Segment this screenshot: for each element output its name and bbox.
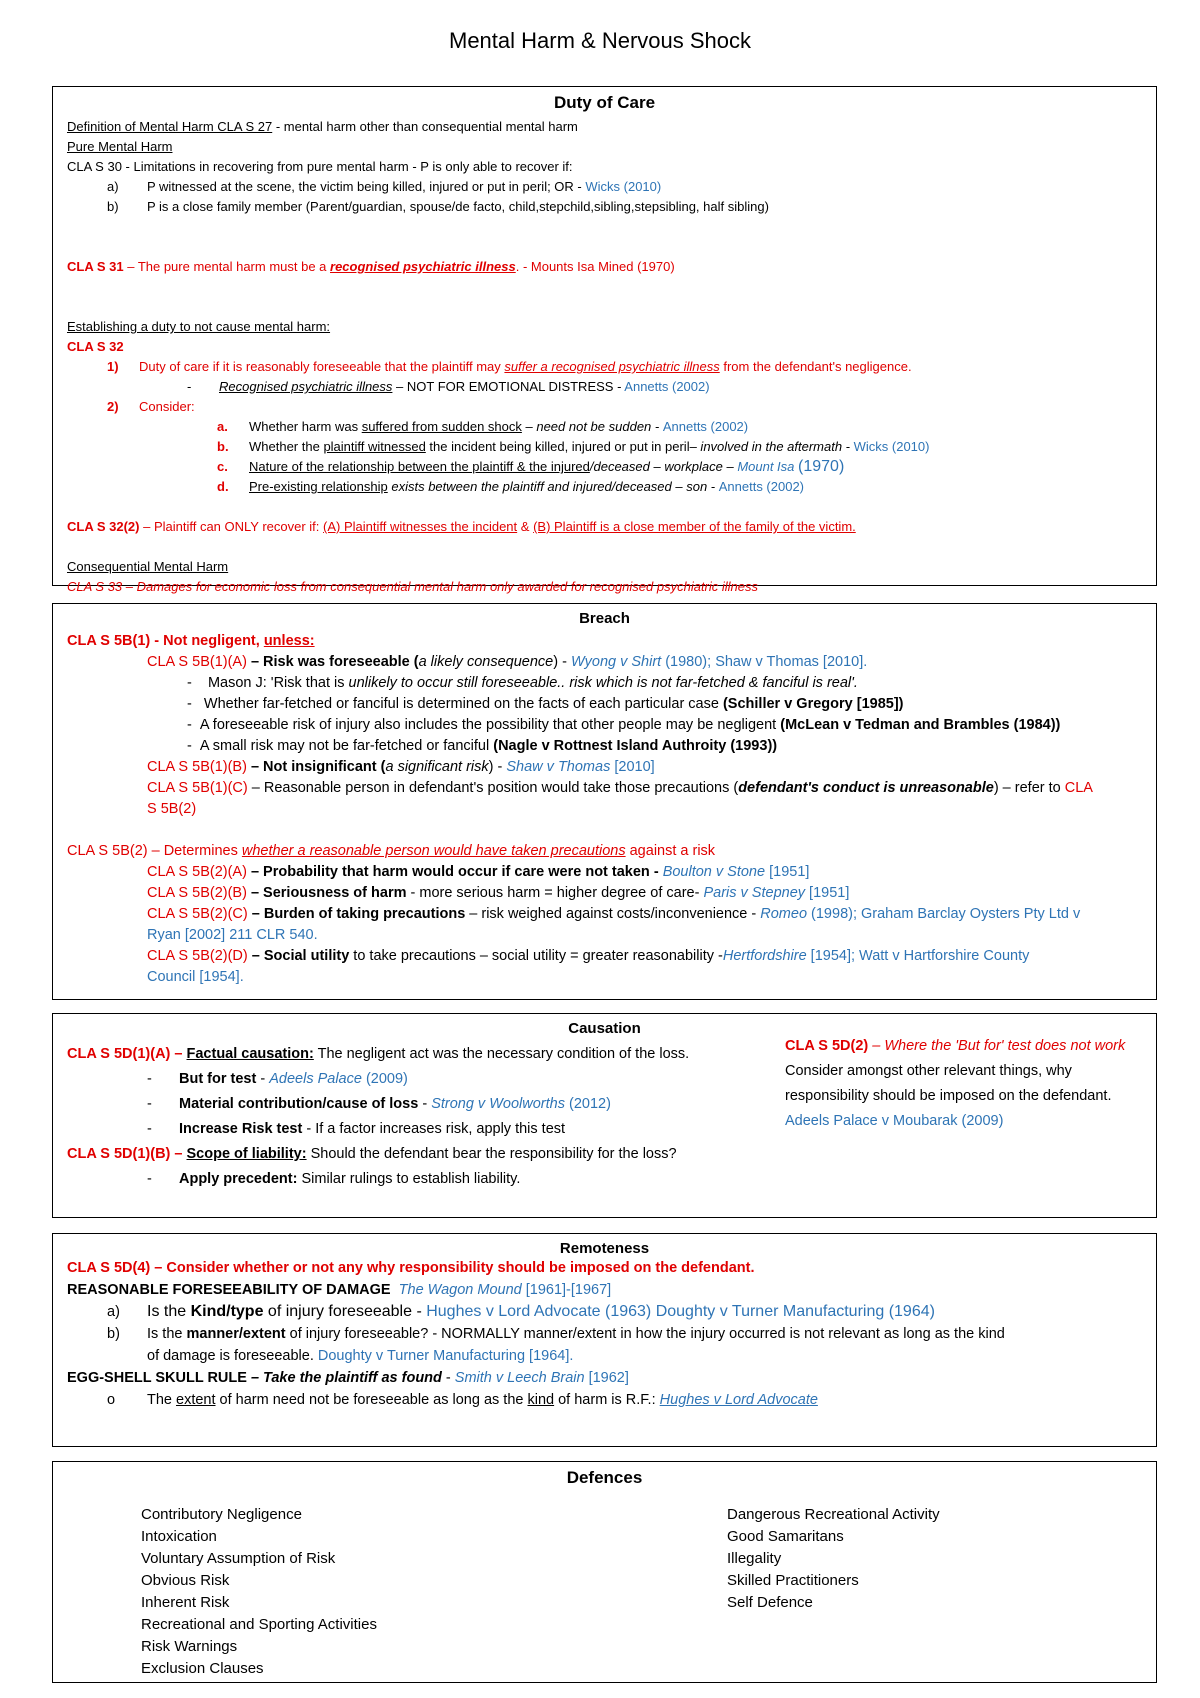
list-item: a) P witnessed at the scene, the victim being killed, injured or put in peril; OR - Wicks (2010) xyxy=(107,179,662,194)
list-item: Exclusion Clauses xyxy=(141,1660,264,1677)
list-item: - A foreseeable risk of injury also includes the possibility that other people may be negligent (McLean v Tedman and Brambles (1984)) xyxy=(187,717,1061,733)
list-item: - Increase Risk test - If a factor increases risk, apply this test xyxy=(147,1121,566,1137)
breach-section xyxy=(52,603,1157,1000)
list-item: o The extent of harm need not be foreseeable as long as the kind of harm is R.F.: Hughes v Lord Advocate xyxy=(107,1392,818,1408)
list-item: Good Samaritans xyxy=(727,1528,844,1545)
list-item: CLA S 5B(2)(C) – Burden of taking precautions – risk weighed against costs/inconvenience - Romeo (1998); Graham Barclay Oysters Pty Ltd v xyxy=(147,906,1081,922)
section-title: Causation xyxy=(568,1020,641,1037)
list-item: b) Is the manner/extent of injury foreseeable? - NORMALLY manner/extent in how the injury occurred is not relevant as long as the kind xyxy=(107,1326,1005,1342)
s5d4-line: CLA S 5D(4) – Consider whether or not any why responsibility should be imposed on the defendant. xyxy=(67,1260,755,1276)
list-item: CLA S 5B(2)(A) – Probability that harm would occur if care were not taken - Boulton v Stone [1951] xyxy=(147,864,810,880)
section-title: Breach xyxy=(579,610,630,627)
list-item: - Mason J: 'Risk that is unlikely to occur still foreseeable.. risk which is not far-fetched & fanciful is real'. xyxy=(187,675,858,691)
definition-line: Definition of Mental Harm CLA S 27 - mental harm other than consequential mental harm xyxy=(67,119,578,134)
list-item: b. Whether the plaintiff witnessed the incident being killed, injured or put in peril– involved in the aftermath - Wicks (2010) xyxy=(217,439,930,454)
list-item: CLA S 5B(2)(D) – Social utility to take precautions – social utility = greater reasonability -Hertfordshire [1954]; Watt v Hartforshire County xyxy=(147,948,1030,964)
duty-of-care-section xyxy=(52,86,1157,594)
list-item: Risk Warnings xyxy=(141,1638,238,1655)
pure-mental-harm-heading: Pure Mental Harm xyxy=(67,139,173,154)
section-title: Duty of Care xyxy=(553,93,656,112)
list-item: - A small risk may not be far-fetched or fanciful (Nagle v Rottnest Island Authroity (1993)) xyxy=(187,738,778,754)
list-item: CLA S 5B(2)(B) – Seriousness of harm - more serious harm = higher degree of care- Paris v Stepney [1951] xyxy=(147,885,850,901)
s5d2-line: CLA S 5D(2) – Where the 'But for' test does not work xyxy=(785,1038,1126,1054)
list-item: CLA S 5B(1)(A) – Risk was foreseeable (a likely consequence) - Wyong v Shirt (1980); Shaw v Thomas [2010]. xyxy=(147,654,868,670)
list-item: - Apply precedent: Similar rulings to establish liability. xyxy=(147,1171,521,1187)
s30-line: CLA S 30 - Limitations in recovering from pure mental harm - P is only able to recover if: xyxy=(67,159,573,174)
rf-line: REASONABLE FORESEEABILITY OF DAMAGE The Wagon Mound [1961]-[1967] xyxy=(67,1282,612,1298)
remoteness-section xyxy=(52,1233,1157,1447)
list-item: CLA S 5B(1)(B) – Not insignificant (a significant risk) - Shaw v Thomas [2010] xyxy=(147,759,655,775)
list-item-continued: of damage is foreseeable. Doughty v Turner Manufacturing [1964]. xyxy=(147,1348,574,1364)
establish-heading: Establishing a duty to not cause mental harm: xyxy=(67,319,331,334)
list-item-continued: S 5B(2) xyxy=(147,801,197,817)
list-item: Obvious Risk xyxy=(141,1572,230,1589)
list-item: Recreational and Sporting Activities xyxy=(141,1616,377,1633)
list-item: - Recognised psychiatric illness – NOT FOR EMOTIONAL DISTRESS - Annetts (2002) xyxy=(187,379,710,394)
list-item: 1) Duty of care if it is reasonably foreseeable that the plaintiff may suffer a recognised psychiatric illness from the defendant's negligence. xyxy=(107,359,912,374)
s32-2-line: CLA S 32(2) – Plaintiff can ONLY recover if: (A) Plaintiff witnesses the incident & (B) Plaintiff is a close member of the family of the victim. xyxy=(67,519,856,534)
s5d1a-line: CLA S 5D(1)(A) – Factual causation: The negligent act was the necessary condition of the loss. xyxy=(67,1046,690,1062)
list-item: a. Whether harm was suffered from sudden shock – need not be sudden - Annetts (2002) xyxy=(217,419,749,434)
list-item: Self Defence xyxy=(727,1594,813,1611)
list-item: Skilled Practitioners xyxy=(727,1572,859,1589)
causation-left-column xyxy=(67,1042,807,1192)
list-item: Illegality xyxy=(727,1550,782,1567)
list-item: - But for test - Adeels Palace (2009) xyxy=(147,1071,408,1087)
list-item-continued: Ryan [2002] 211 CLR 540. xyxy=(147,927,318,943)
consequential-heading: Consequential Mental Harm xyxy=(67,559,229,574)
list-item: CLA S 5B(1)(C) – Reasonable person in defendant's position would take those precautions (defendant's conduct is unreasonable) – refer to CLA xyxy=(147,780,1093,796)
defences-section xyxy=(52,1461,1157,1683)
list-item: d. Pre-existing relationship exists between the plaintiff and injured/deceased – son - Annetts (2002) xyxy=(217,479,805,494)
list-item: c. Nature of the relationship between the plaintiff & the injured/deceased – workplace – Mount Isa (1970) xyxy=(217,458,845,475)
list-item: Dangerous Recreational Activity xyxy=(727,1506,940,1523)
s32-label: CLA S 32 xyxy=(67,339,124,354)
eggshell-line: EGG-SHELL SKULL RULE – Take the plaintiff as found - Smith v Leech Brain [1962] xyxy=(67,1370,629,1386)
list-item: Voluntary Assumption of Risk xyxy=(141,1550,336,1567)
list-item: a) Is the Kind/type of injury foreseeable - Hughes v Lord Advocate (1963) Doughty v Turner Manufacturing (1964) xyxy=(107,1303,935,1320)
list-item: b) P is a close family member (Parent/guardian, spouse/de facto, child,stepchild,sibling,stepsibling, half sibling) xyxy=(107,199,769,214)
list-item-continued: Council [1954]. xyxy=(147,969,244,985)
s31-line: CLA S 31 – The pure mental harm must be a recognised psychiatric illness. - Mounts Isa Mined (1970) xyxy=(67,259,675,274)
s5b2-line: CLA S 5B(2) – Determines whether a reasonable person would have taken precautions against a risk xyxy=(67,843,716,859)
list-item: Contributory Negligence xyxy=(141,1506,302,1523)
causation-section xyxy=(52,1013,1157,1218)
s5b1-line: CLA S 5B(1) - Not negligent, unless: xyxy=(67,633,315,649)
list-item: 2) Consider: xyxy=(107,399,195,414)
list-item: - Whether far-fetched or fanciful is determined on the facts of each particular case (Schiller v Gregory [1985]) xyxy=(187,696,904,712)
page-title: Mental Harm & Nervous Shock xyxy=(449,28,751,53)
section-title: Remoteness xyxy=(559,1240,650,1257)
s5d1b-line: CLA S 5D(1)(B) – Scope of liability: Should the defendant bear the responsibility for the loss? xyxy=(67,1146,677,1162)
s5d2-text: Consider amongst other relevant things, why responsibility should be imposed on the defendant. Adeels Palace v Moubarak (2009) xyxy=(785,1063,1112,1129)
list-item: - Material contribution/cause of loss - Strong v Woolworths (2012) xyxy=(147,1096,611,1112)
list-item: Intoxication xyxy=(141,1528,217,1545)
s33-line: CLA S 33 – Damages for economic loss from consequential mental harm only awarded for recognised psychiatric illness xyxy=(67,579,759,594)
causation-right-column xyxy=(785,1034,1145,1134)
defences-left-list xyxy=(141,1504,377,1680)
list-item: Inherent Risk xyxy=(141,1594,230,1611)
defences-right-list xyxy=(727,1504,940,1614)
section-title: Defences xyxy=(566,1468,643,1487)
